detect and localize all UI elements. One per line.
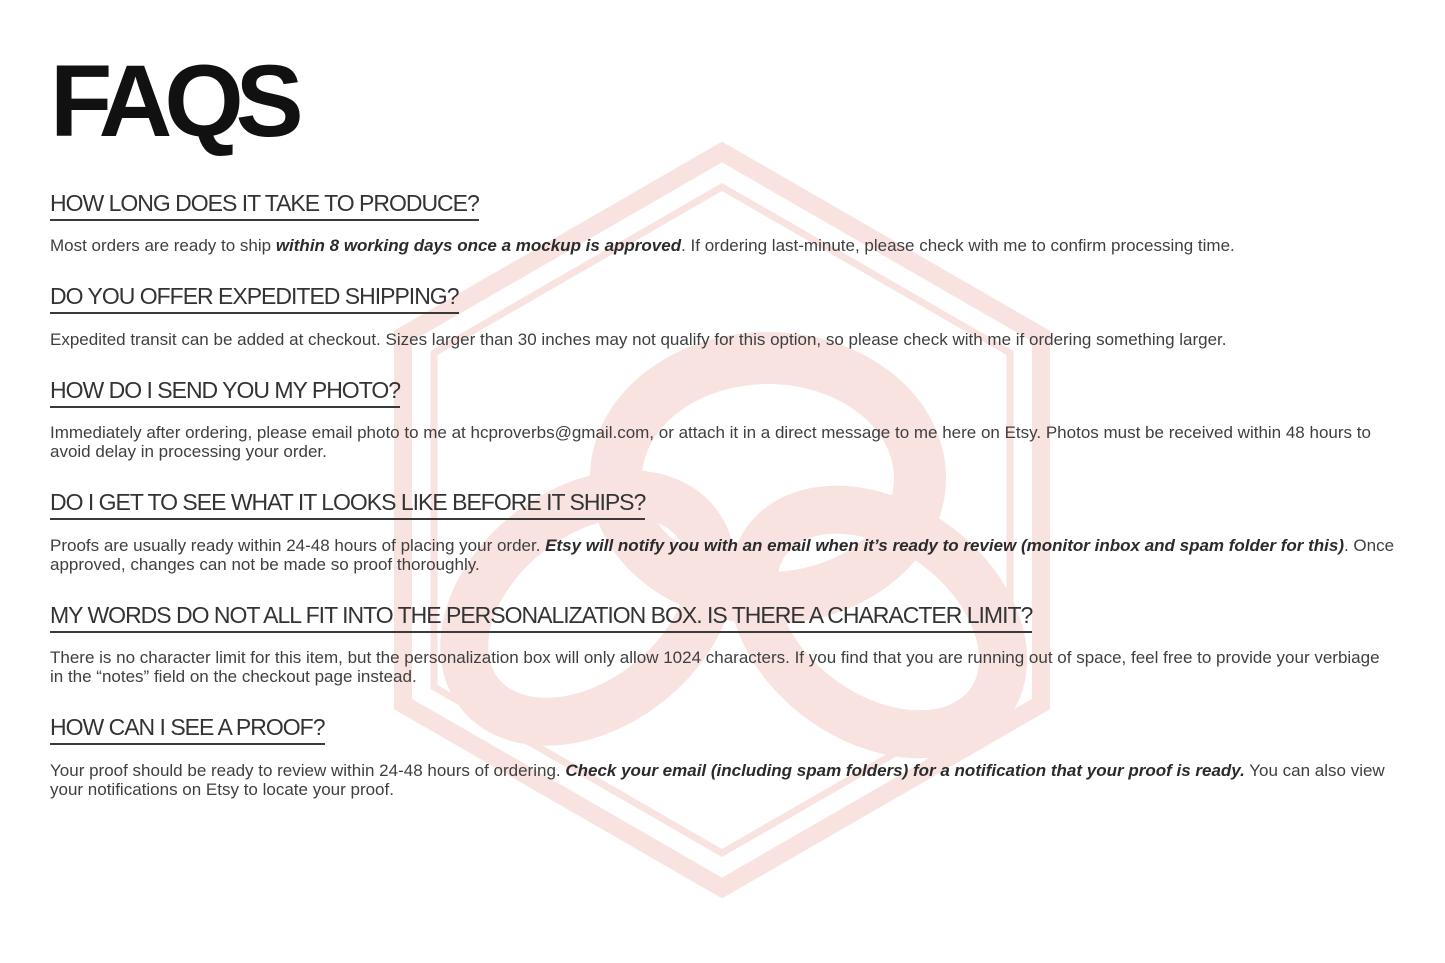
faq-answer-text: . If ordering last-minute, please check with me to confirm processing time. — [681, 236, 1235, 256]
faq-answer — [50, 330, 1395, 349]
faq-answer — [50, 236, 1395, 255]
faq-answer-text: . Once approved, changes can not be made so proof thoroughly. — [50, 535, 1395, 574]
faq-question-text: MY WORDS DO NOT ALL FIT INTO THE PERSONALIZATION BOX. IS THERE A CHARACTER LIMIT? — [50, 602, 1032, 633]
faq-answer-text: Your proof should be ready to review within 24-48 hours of ordering. — [50, 760, 566, 780]
faq-question-text: HOW CAN I SEE A PROOF? — [50, 714, 325, 745]
faq-answer-emphasis: Etsy will notify you with an email when it’s ready to review (monitor inbox and spam folder for this) — [545, 535, 1344, 555]
faq-answer — [50, 423, 1395, 461]
faq-question — [50, 489, 1395, 515]
faq-answer-emphasis: within 8 working days once a mockup is approved — [275, 236, 682, 256]
faq-list — [50, 190, 1395, 799]
faq-answer-emphasis: Check your email (including spam folders) for a notification that your proof is ready. — [565, 760, 1245, 780]
faq-question — [50, 714, 1395, 740]
faq-answer — [50, 761, 1395, 799]
faq-question — [50, 283, 1395, 309]
faq-answer-text: Most orders are ready to ship — [50, 236, 276, 256]
faq-question-text: HOW LONG DOES IT TAKE TO PRODUCE? — [50, 190, 479, 221]
page-title: FAQS — [50, 44, 296, 158]
faq-answer — [50, 536, 1395, 574]
faq-answer-text: There is no character limit for this item, but the personalization box will only allow 1024 characters. If you find that you are running out of space, feel free to provide your verbiage in the “notes” field on the checkout page instead. — [50, 648, 1380, 687]
faq-answer-text: Immediately after ordering, please email photo to me at hcproverbs@gmail.com, or attach it in a direct message to me here on Etsy. Photos must be received within 48 hours to avoid delay in processing your order. — [50, 423, 1371, 462]
faq-answer — [50, 648, 1395, 686]
faq-question-text: DO YOU OFFER EXPEDITED SHIPPING? — [50, 283, 459, 314]
faq-question-text: DO I GET TO SEE WHAT IT LOOKS LIKE BEFORE IT SHIPS? — [50, 489, 645, 520]
faq-question-text: HOW DO I SEND YOU MY PHOTO? — [50, 377, 400, 408]
faq-question — [50, 190, 1395, 216]
faq-question — [50, 377, 1395, 403]
faq-answer-text: Expedited transit can be added at checkout. Sizes larger than 30 inches may not qualify for this option, so please check with me if ordering something larger. — [50, 329, 1227, 349]
faq-question — [50, 602, 1395, 628]
faq-answer-text: You can also view your notifications on Etsy to locate your proof. — [50, 760, 1385, 799]
faq-answer-text: Proofs are usually ready within 24-48 hours of placing your order. — [50, 535, 546, 555]
